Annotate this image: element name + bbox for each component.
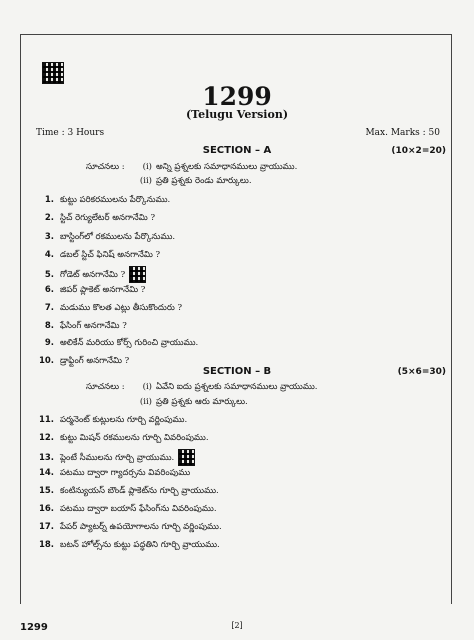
exam-time: Time : 3 Hours (36, 128, 105, 138)
section-a-instruction-1: సూచనలు : (i) అన్ని ప్రశ్నలకు సమాధానములు వ్రాయుము. (86, 162, 298, 172)
section-a-title: SECTION – A (202, 145, 272, 156)
question-1: 1. కుట్టు పరికరములను పేర్కొనుము. (44, 195, 171, 205)
question-13: 13. ప్లెంటే సీములను గూర్చి వ్రాయుము. (32, 449, 195, 461)
page-border-top (20, 34, 452, 35)
instruction-label: సూచనలు : (86, 162, 125, 172)
question-10: 10. డ్రాఫ్టింగ్ అనగానేమి ? (38, 356, 130, 366)
question-16: 16. పటము ద్వారా బయాస్ ఫేసింగ్‌ను వివరింపుము. (38, 504, 217, 514)
instruction-label: సూచనలు : (86, 382, 125, 392)
question-18: 18. బటన్ హోల్స్‌ను కుట్టు పద్ధతిని గూర్చి వ్రాయుము. (38, 540, 220, 550)
footer-paper-code: 1299 (20, 622, 48, 633)
section-a-marks: (10×2=20) (391, 146, 446, 156)
paper-version: (Telugu Version) (185, 108, 289, 121)
section-b-marks: (5×6=30) (397, 367, 446, 377)
question-3: 3. బాస్టింగ్‌లో రకములను పేర్కొనుము. (44, 232, 176, 242)
max-marks: Max. Marks : 50 (365, 128, 440, 138)
paper-code: 1299 (202, 82, 272, 111)
question-15: 15. కంటిన్యుయస్ బౌండ్ ప్లాకెట్‌ను గూర్చి వ్రాయుము. (38, 486, 219, 496)
section-b-instruction-1: సూచనలు : (i) ఏవేని ఐదు ప్రశ్నలకు సమాధానములు వ్రాయుము. (86, 382, 318, 392)
question-4: 4. డబల్ స్టిచ్ ఫినిష్ అనగానేమి ? (44, 250, 161, 260)
section-b-instruction-2: (ii) ప్రతి ప్రశ్నకు ఆరు మార్కులు. (139, 397, 248, 407)
question-5: 5. గోడెట్ అనగానేమి ? (32, 266, 146, 278)
qr-code-icon (42, 62, 64, 84)
page-number: [2] (231, 621, 243, 630)
question-14: 14. పటము ద్వారా గ్యాదర్సను వివరింపుము (38, 468, 191, 478)
question-11: 11. పర్మనెంట్ కుట్లులను గూర్చి వర్ణింపుము. (38, 415, 188, 425)
qr-code-icon (178, 449, 195, 466)
qr-code-icon (129, 266, 146, 283)
question-6: 6. జిపర్ ప్లాకెట్ అనగానేమి ? (44, 285, 146, 295)
question-7: 7. మడుము కొలత ఎట్లు తీసుకొందురు ? (44, 303, 183, 313)
section-b-title: SECTION – B (202, 366, 272, 377)
question-2: 2. స్టిచ్ రెగ్యులేటర్ అనగానేమి ? (44, 213, 156, 223)
question-12: 12. కుట్టు మిషన్ రకములను గూర్చి వివరింపుము. (38, 433, 209, 443)
question-9: 9. అలికేన్ మరియు కోర్స్ గురించి వ్రాయుము. (44, 338, 199, 348)
question-17: 17. పేపర్ ప్యాటర్న్ ఉపయోగాలను గూర్చి వర్ణింపుము. (38, 522, 222, 532)
question-8: 8. ఫేసింగ్ అనగానేమి ? (44, 321, 127, 331)
section-a-instruction-2: (ii) ప్రతి ప్రశ్నకు రెండు మార్కులు. (139, 176, 252, 186)
